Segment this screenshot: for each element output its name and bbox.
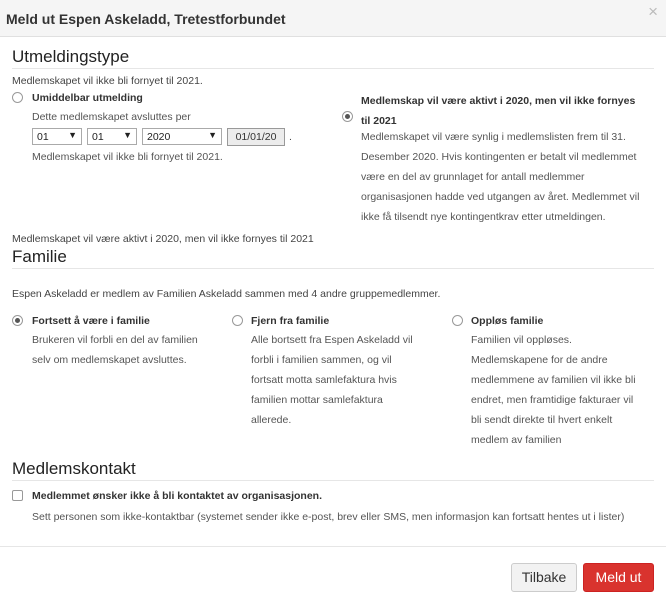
utmelding-intro: Medlemskapet vil ikke bli fornyet til 2021. [12,75,203,87]
label-line: Medlemskap vil være aktivt i 2020, men vil ikke fornyes [361,95,636,107]
desc-line: familien mottar samlefaktura [251,394,383,406]
desc-line: medlem av familien [471,434,562,446]
day-select[interactable] [32,128,82,145]
desc-line: organisasjonen hadde ved utgangen av året. Medlemmet vil [361,191,640,203]
ends-label: Dette medlemskapet avsluttes per [32,111,191,123]
chevron-down-icon: ▼ [123,130,132,140]
radio-immediate[interactable] [12,92,23,103]
no-contact-help: Sett personen som ikke-kontaktbar (systemet sender ikke e-post, brev eller SMS, men informasjon kan fortsatt hentes ut i lister) [32,511,625,523]
date-trailing: . [289,131,292,143]
section-heading-familie: Familie [12,247,67,266]
immediate-note: Medlemskapet vil ikke bli fornyet til 2021. [32,151,223,163]
no-contact-checkbox[interactable] [12,490,23,501]
divider [12,268,654,269]
desc-line: selv om medlemskapet avsluttes. [32,354,187,366]
radio-keep-family[interactable] [12,315,23,326]
desc-line: bli sendt direkte til hvert enkelt [471,414,613,426]
dialog-header [0,0,666,37]
radio-active-year-label [361,91,661,131]
year-select[interactable] [142,128,222,145]
chevron-down-icon: ▼ [68,130,77,140]
option-label: Fjern fra familie [251,315,330,327]
radio-active-year[interactable] [342,111,353,122]
radio-dissolve-family[interactable] [452,315,463,326]
back-button[interactable]: Tilbake [511,563,577,592]
desc-line: Desember 2020. Hvis kontingenten er betalt vil medlemmet [361,151,637,163]
option-description [251,330,446,430]
desc-line: medlemmene av familien vil ikke bli [471,374,636,386]
section-heading-utmeldingstype: Utmeldingstype [12,47,130,66]
close-icon[interactable]: × [648,2,658,21]
desc-line: Medlemskapet vil være synlig i medlemslisten frem til 31. [361,131,626,143]
desc-line: Familien vil oppløses. [471,334,572,346]
date-button[interactable]: 01/01/20 [227,128,285,146]
desc-line: Medlemskapene for de andre [471,354,608,366]
desc-line: Brukeren vil forbli en del av familien [32,334,198,346]
submit-button[interactable]: Meld ut [583,563,654,592]
section-heading-medlemskontakt: Medlemskontakt [12,459,136,478]
active-year-description [361,127,661,227]
label-line: til 2021 [361,115,397,127]
desc-line: Alle bortsett fra Espen Askeladd vil [251,334,413,346]
radio-immediate-label: Umiddelbar utmelding [32,92,143,104]
familie-intro: Espen Askeladd er medlem av Familien Askeladd sammen med 4 andre gruppemedlemmer. [12,288,441,300]
month-select[interactable] [87,128,137,145]
chevron-down-icon: ▼ [208,130,217,140]
option-label: Fortsett å være i familie [32,315,150,327]
utmelding-summary: Medlemskapet vil være aktivt i 2020, men vil ikke fornyes til 2021 [12,233,314,245]
desc-line: være en del av grunnlaget for antall medlemmer [361,171,585,183]
month-value: 01 [92,131,104,143]
option-description [32,330,227,370]
dialog-title: Meld ut Espen Askeladd, Tretestforbundet [6,11,286,27]
option-label: Oppløs familie [471,315,544,327]
day-value: 01 [37,131,49,143]
divider [12,480,654,481]
desc-line: endret, men framtidige fakturaer vil [471,394,634,406]
desc-line: ikke få tilsendt nye kontingentkrav etter utmeldingen. [361,211,606,223]
desc-line: forbli i familien sammen, og vil [251,354,392,366]
dialog-footer [0,546,666,598]
desc-line: fortsatt motta samlefaktura hvis [251,374,397,386]
radio-remove-from-family[interactable] [232,315,243,326]
year-value: 2020 [147,131,171,143]
no-contact-label: Medlemmet ønsker ikke å bli kontaktet av organisasjonen. [32,490,323,502]
option-description [471,330,661,450]
divider [12,68,654,69]
desc-line: allerede. [251,414,292,426]
